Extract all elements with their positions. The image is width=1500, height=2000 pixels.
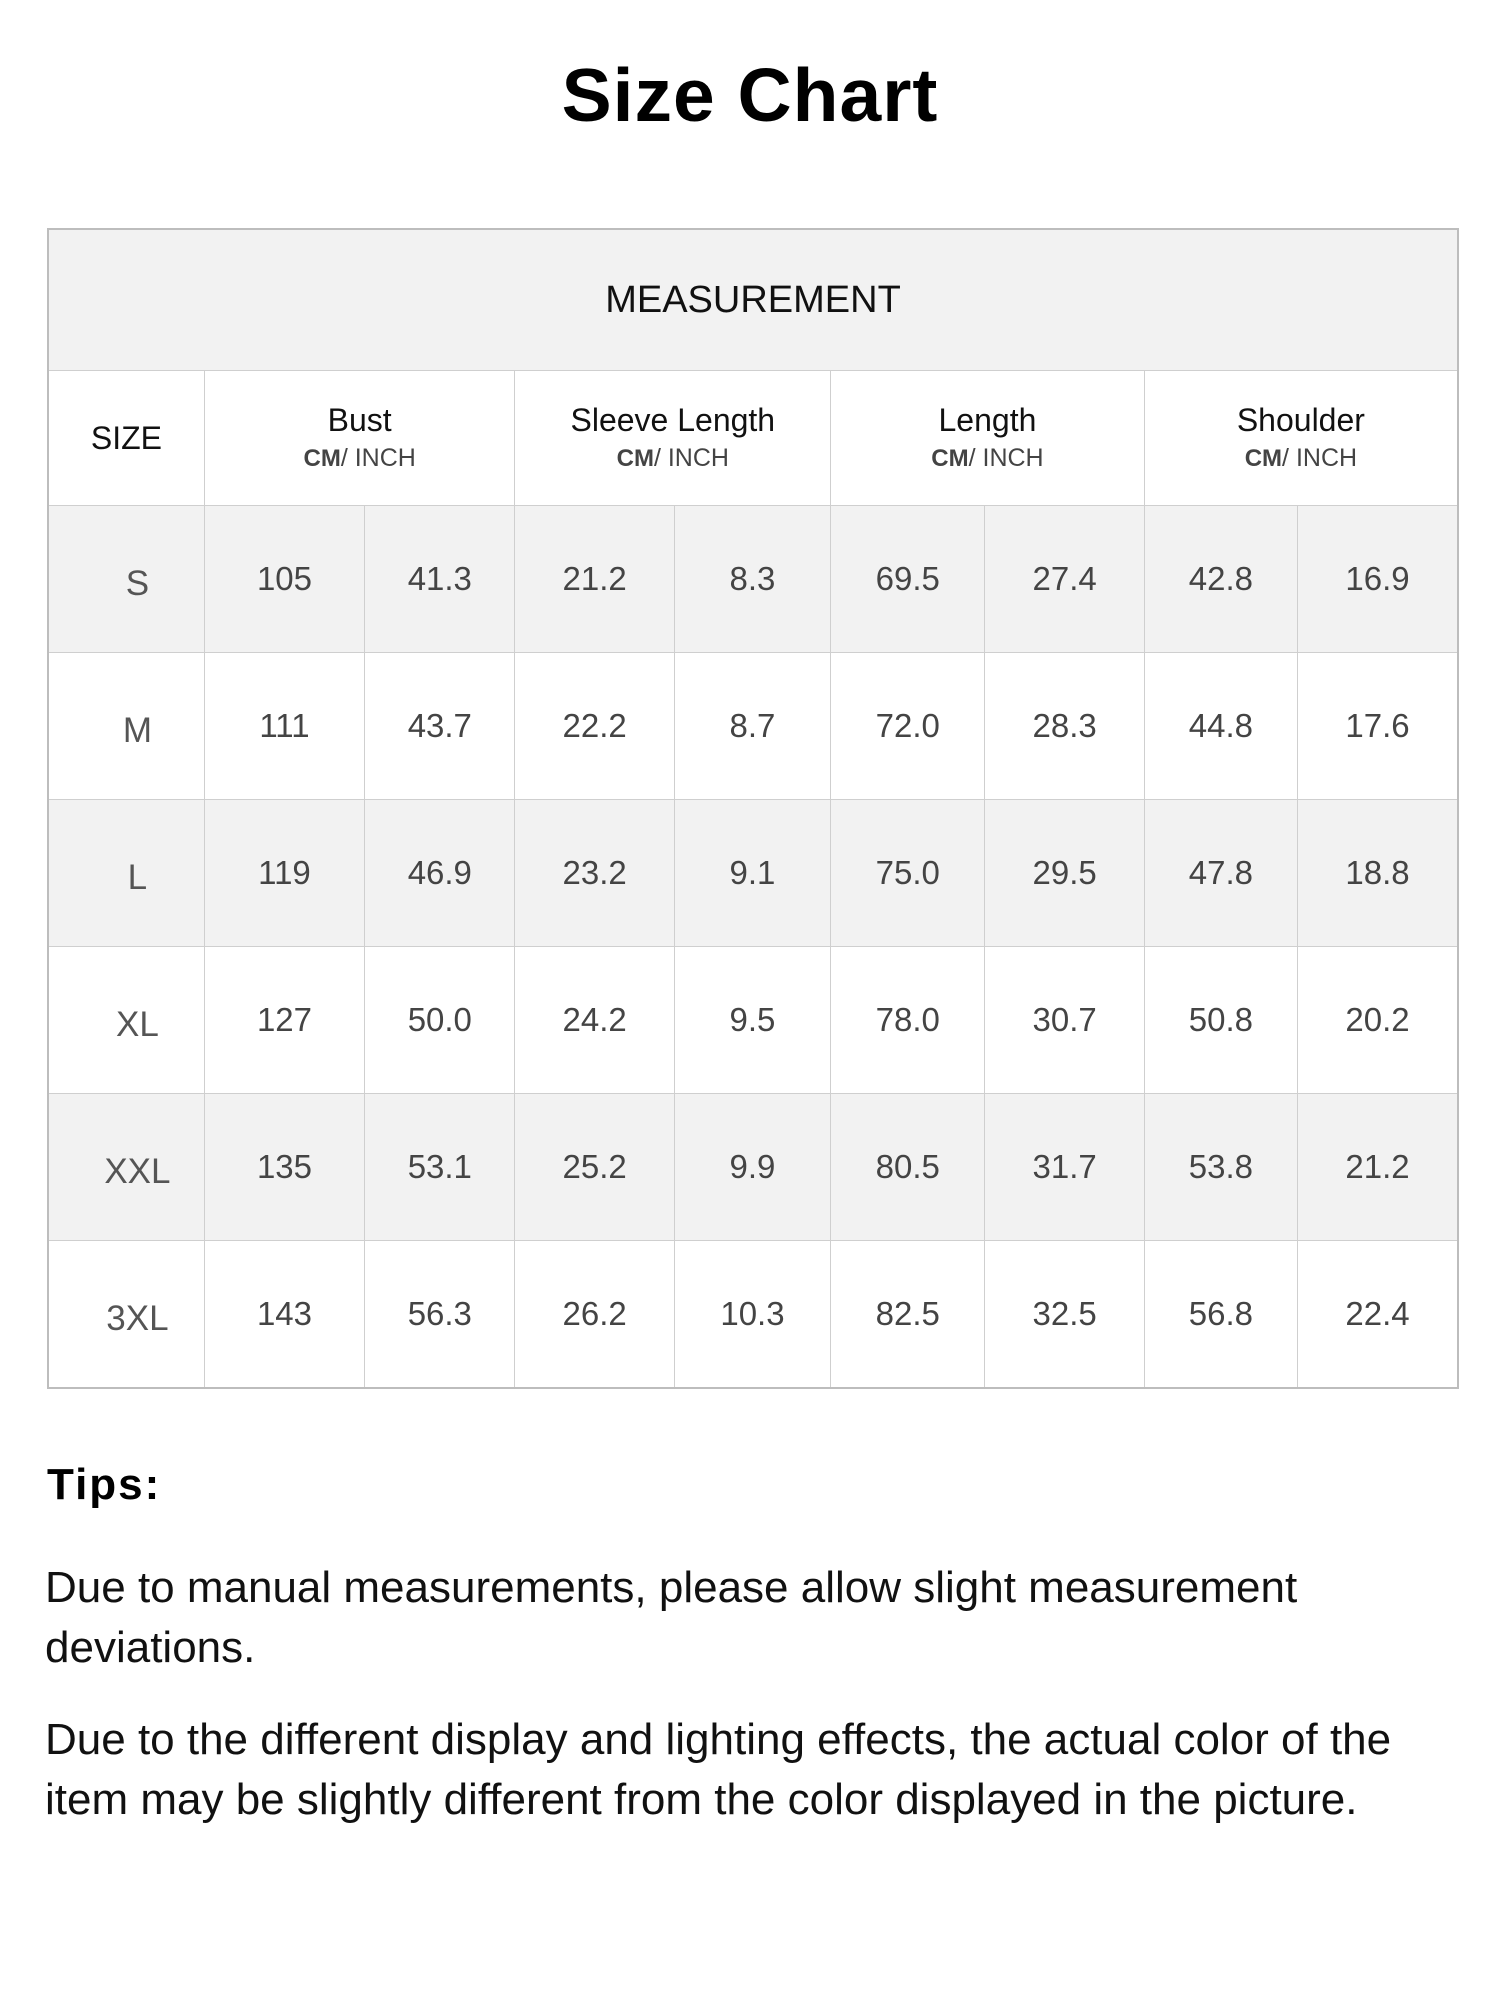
table-cell: 21.2 xyxy=(515,506,674,653)
unit-inch-label: / INCH xyxy=(1282,443,1358,472)
column-unit-sleeve-length xyxy=(515,440,830,477)
table-cell: 69.5 xyxy=(831,506,985,653)
unit-cm-label: CM xyxy=(1244,444,1283,472)
measurement-header-row xyxy=(48,229,1458,371)
table-cell: 111 xyxy=(204,653,364,800)
column-header-length xyxy=(831,371,1145,506)
size-table-body xyxy=(48,229,1458,1388)
table-cell: 8.7 xyxy=(674,653,830,800)
size-label-cell: 3XL xyxy=(48,1241,204,1389)
column-unit-length xyxy=(831,440,1144,477)
table-cell: 24.2 xyxy=(515,947,674,1094)
tip-text: Due to manual measurements, please allow slight measurement deviations. xyxy=(45,1563,1298,1672)
table-cell: 82.5 xyxy=(831,1241,985,1389)
table-cell: 20.2 xyxy=(1298,947,1458,1094)
table-cell: 28.3 xyxy=(985,653,1144,800)
size-label-cell: XXL xyxy=(48,1094,204,1241)
table-cell: 10.3 xyxy=(674,1241,830,1389)
table-cell: 27.4 xyxy=(985,506,1144,653)
table-cell: 72.0 xyxy=(831,653,985,800)
table-cell: 18.8 xyxy=(1298,800,1458,947)
table-cell: 16.9 xyxy=(1298,506,1458,653)
table-cell: 127 xyxy=(204,947,364,1094)
table-cell: 80.5 xyxy=(831,1094,985,1241)
column-header-sleeve-length xyxy=(515,371,831,506)
table-cell: 56.8 xyxy=(1144,1241,1297,1389)
table-cell: 41.3 xyxy=(365,506,515,653)
size-label-cell: XL xyxy=(48,947,204,1094)
column-name-length: Length xyxy=(938,401,1037,438)
page-title: Size Chart xyxy=(561,53,939,137)
table-cell: 78.0 xyxy=(831,947,985,1094)
table-cell: 47.8 xyxy=(1144,800,1297,947)
unit-cm-label: CM xyxy=(931,444,969,472)
table-cell: 17.6 xyxy=(1298,653,1458,800)
table-cell: 23.2 xyxy=(515,800,674,947)
table-row xyxy=(48,1094,1458,1241)
table-cell: 53.8 xyxy=(1144,1094,1297,1241)
table-row xyxy=(48,947,1458,1094)
table-cell: 30.7 xyxy=(985,947,1144,1094)
table-cell: 22.2 xyxy=(515,653,674,800)
column-unit-shoulder xyxy=(1145,440,1457,477)
table-cell: 9.5 xyxy=(674,947,830,1094)
column-unit-bust xyxy=(205,440,515,477)
column-name-shoulder: Shoulder xyxy=(1236,401,1365,438)
table-cell: 43.7 xyxy=(365,653,515,800)
measurement-header: MEASUREMENT xyxy=(48,229,1458,371)
table-cell: 8.3 xyxy=(674,506,830,653)
size-label-cell: M xyxy=(48,653,204,800)
tip-text: Due to the different display and lighting effects, the actual color of the item may be slightly different from the color displayed in the picture. xyxy=(45,1715,1392,1824)
column-header-shoulder xyxy=(1144,371,1458,506)
table-cell: 31.7 xyxy=(985,1094,1144,1241)
size-label-cell: L xyxy=(48,800,204,947)
unit-inch-label: / INCH xyxy=(653,443,729,472)
unit-cm-label: CM xyxy=(303,444,341,472)
table-cell: 42.8 xyxy=(1144,506,1297,653)
table-row xyxy=(48,1241,1458,1389)
table-row xyxy=(48,653,1458,800)
table-cell: 143 xyxy=(204,1241,364,1389)
table-cell: 119 xyxy=(204,800,364,947)
table-row xyxy=(48,800,1458,947)
table-cell: 21.2 xyxy=(1298,1094,1458,1241)
table-cell: 32.5 xyxy=(985,1241,1144,1389)
table-cell: 46.9 xyxy=(365,800,515,947)
unit-cm-label: CM xyxy=(616,444,654,472)
table-cell: 50.8 xyxy=(1144,947,1297,1094)
table-cell: 135 xyxy=(204,1094,364,1241)
table-cell: 26.2 xyxy=(515,1241,674,1389)
table-cell: 53.1 xyxy=(365,1094,515,1241)
table-cell: 9.9 xyxy=(674,1094,830,1241)
column-name-sleeve-length: Sleeve Length xyxy=(570,401,776,438)
tips-heading: Tips: xyxy=(47,1460,162,1509)
unit-inch-label: / INCH xyxy=(968,443,1044,472)
size-column-header: SIZE xyxy=(48,371,204,506)
column-name-bust: Bust xyxy=(327,401,392,438)
unit-inch-label: / INCH xyxy=(340,443,416,472)
table-row xyxy=(48,506,1458,653)
table-cell: 50.0 xyxy=(365,947,515,1094)
table-cell: 22.4 xyxy=(1298,1241,1458,1389)
table-cell: 44.8 xyxy=(1144,653,1297,800)
table-cell: 56.3 xyxy=(365,1241,515,1389)
column-header-bust xyxy=(204,371,515,506)
table-cell: 9.1 xyxy=(674,800,830,947)
table-cell: 105 xyxy=(204,506,364,653)
size-label-cell: S xyxy=(48,506,204,653)
column-header-row xyxy=(48,371,1458,506)
table-cell: 29.5 xyxy=(985,800,1144,947)
table-cell: 75.0 xyxy=(831,800,985,947)
table-cell: 25.2 xyxy=(515,1094,674,1241)
size-chart-table xyxy=(47,228,1459,1389)
